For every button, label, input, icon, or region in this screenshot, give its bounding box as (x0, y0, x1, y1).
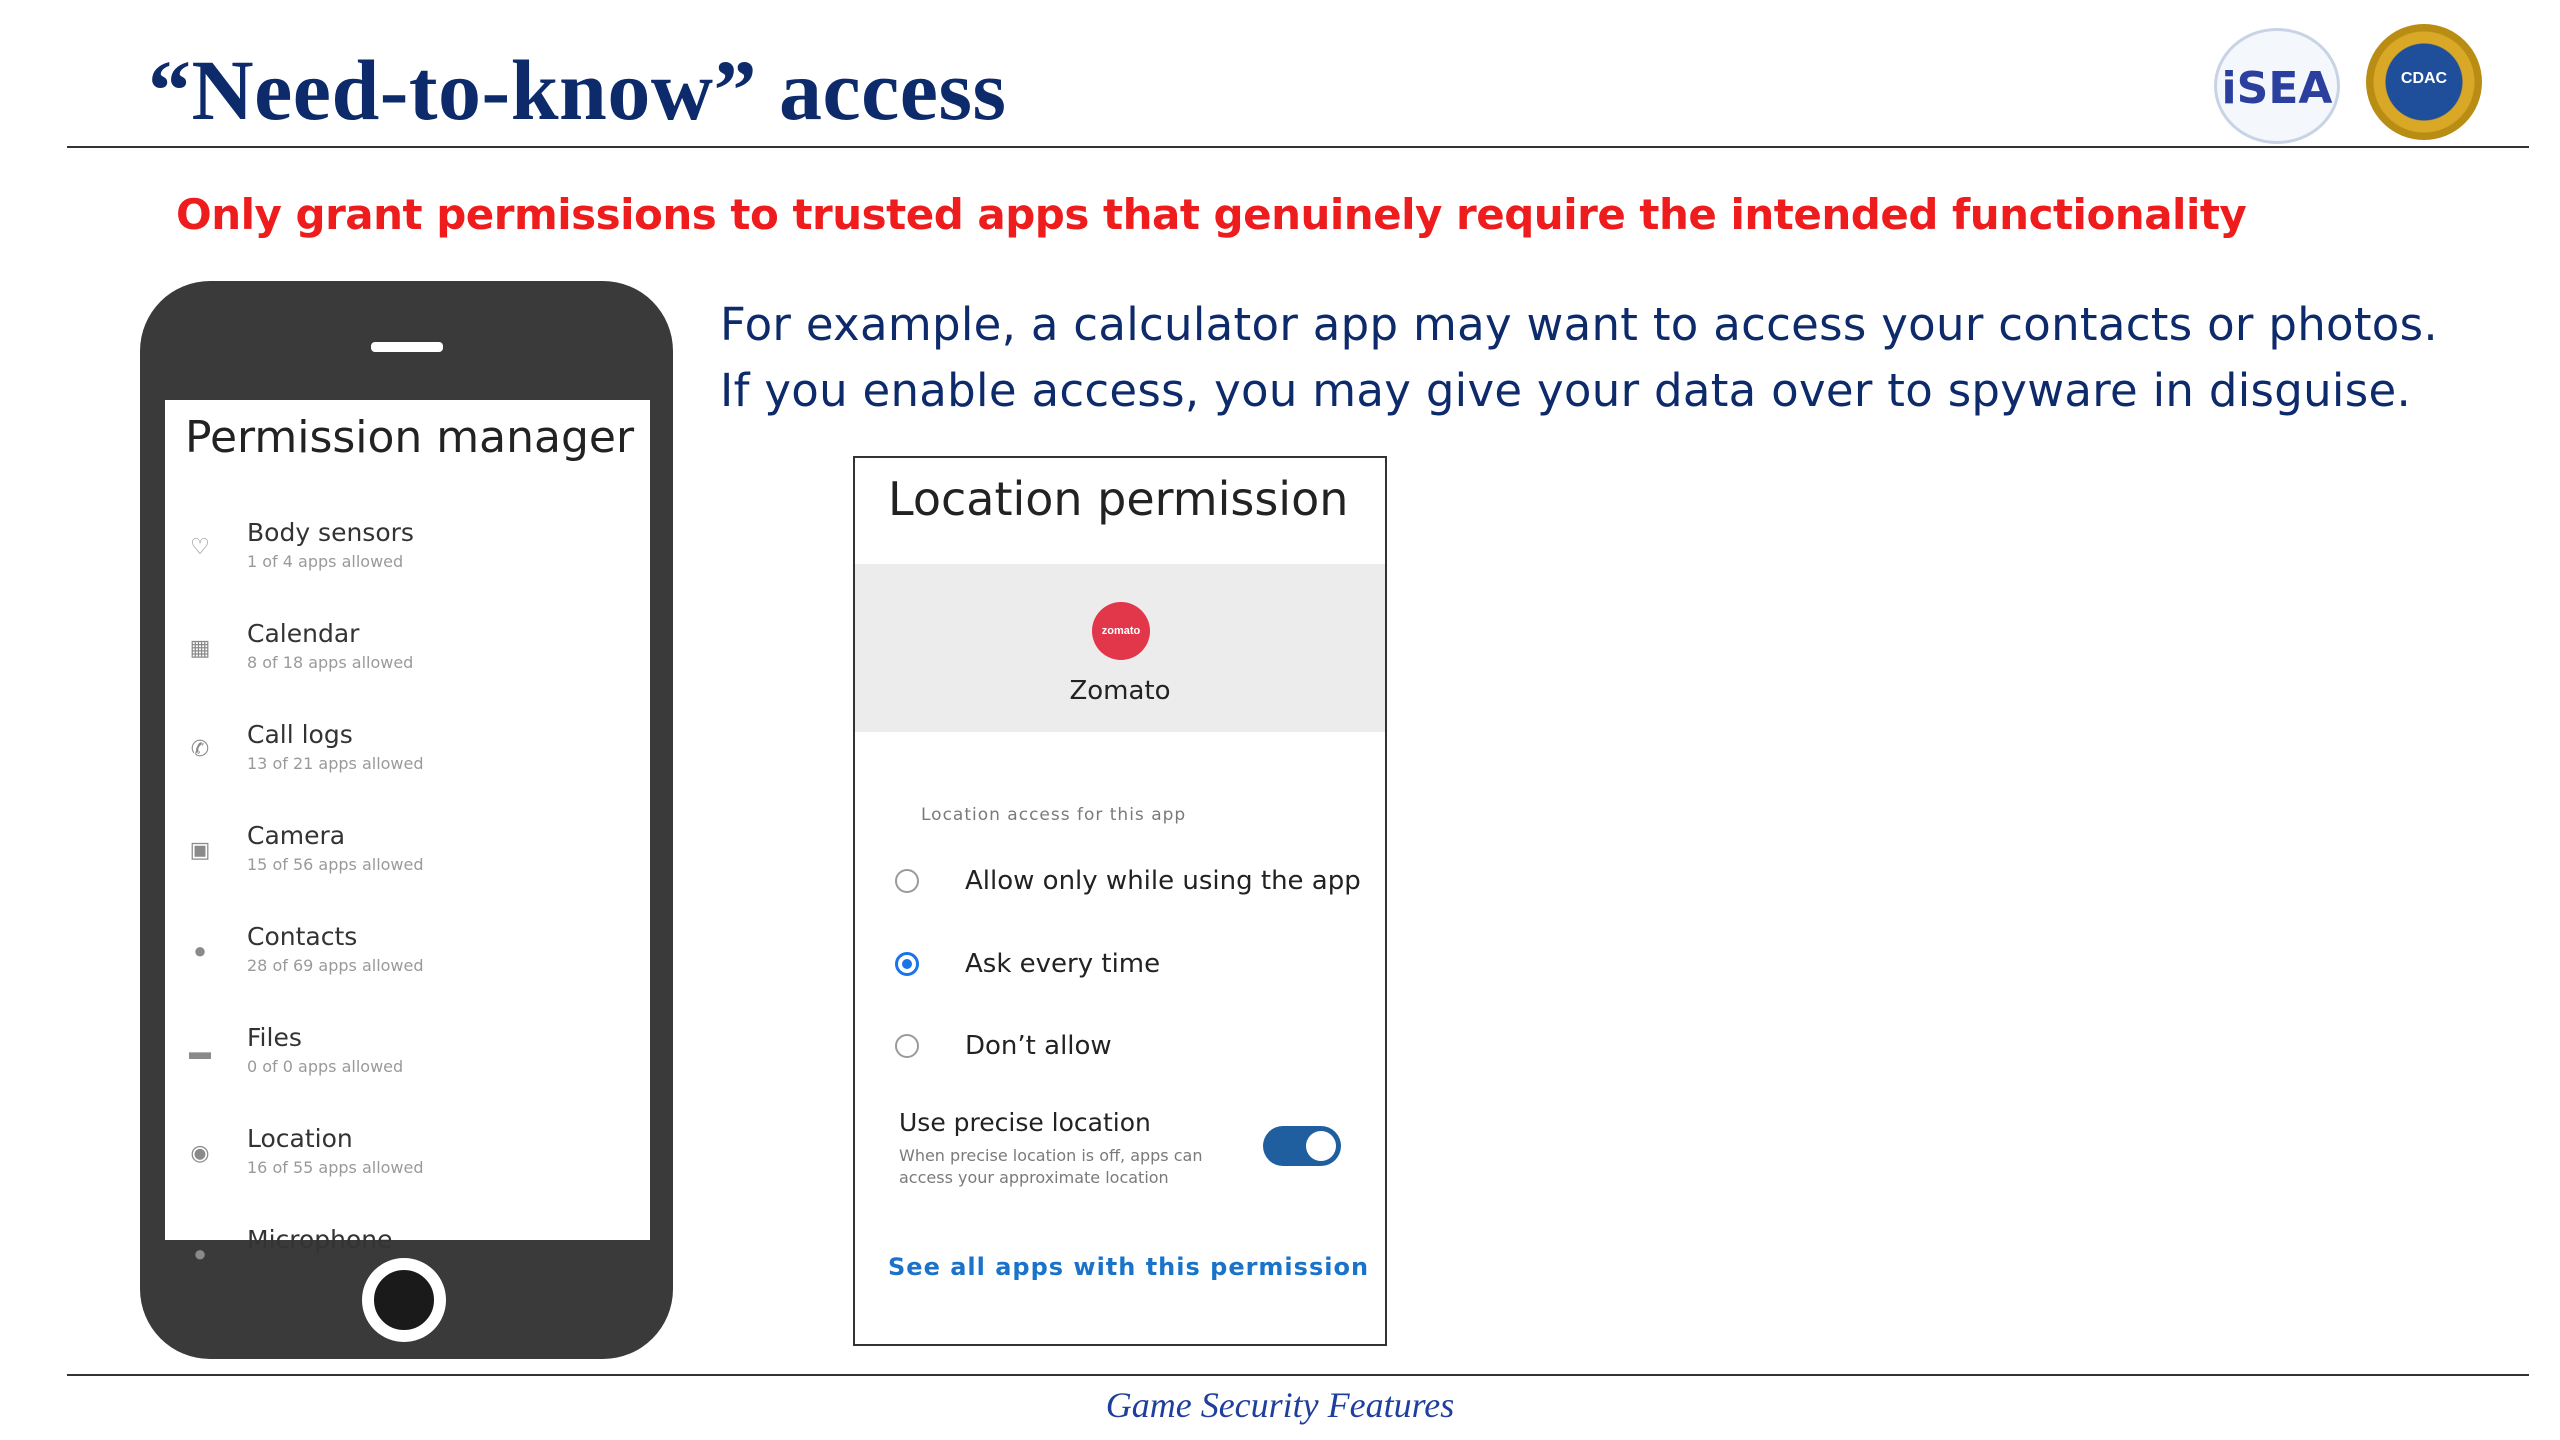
slide-title: “Need-to-know” access (148, 42, 1007, 138)
radio-button[interactable] (895, 1034, 919, 1058)
bottom-divider (67, 1374, 2529, 1376)
option-ask-every-time[interactable] (855, 941, 1385, 991)
perm-item-sub: 8 of 18 apps allowed (247, 653, 414, 672)
perm-item-contacts[interactable] (165, 922, 650, 1022)
isea-logo (2214, 28, 2340, 144)
radio-label: Allow only while using the app (965, 866, 1361, 896)
phone-icon: ✆ (190, 736, 210, 761)
perm-item-sub: 16 of 55 apps allowed (247, 1158, 424, 1177)
perm-item-name: Contacts (247, 922, 358, 951)
person-icon: ● (193, 938, 207, 963)
perm-item-name: Location (247, 1124, 353, 1153)
perm-item-name: Files (247, 1023, 302, 1052)
app-name: Zomato (1069, 676, 1171, 706)
example-text (720, 292, 2438, 424)
radio-button[interactable] (895, 869, 919, 893)
calendar-icon: ▦ (189, 635, 211, 660)
location-permission-panel (853, 456, 1387, 1346)
home-button[interactable] (362, 1258, 446, 1342)
cdac-logo (2366, 24, 2482, 140)
perm-item-sub: 1 of 4 apps allowed (247, 552, 404, 571)
app-header (855, 564, 1385, 732)
isea-logo-text: iSEA (2221, 63, 2333, 114)
perm-item-name: Call logs (247, 720, 353, 749)
see-all-apps-link[interactable]: See all apps with this permission (888, 1253, 1370, 1281)
radio-button-selected[interactable] (895, 952, 919, 976)
microphone-icon: ● (193, 1241, 207, 1266)
radio-label: Ask every time (965, 949, 1161, 979)
cdac-logo-text: CDAC (2400, 70, 2448, 87)
precise-location-toggle[interactable] (1263, 1126, 1341, 1166)
perm-item-name: Camera (247, 821, 346, 850)
toggle-knob (1306, 1131, 1336, 1161)
phone-speaker (371, 342, 443, 352)
perm-item-calendar[interactable] (165, 619, 650, 719)
perm-item-body-sensors[interactable] (165, 518, 650, 618)
perm-item-sub: 28 of 69 apps allowed (247, 956, 424, 975)
zomato-app-icon: zomato (1092, 602, 1150, 660)
folder-icon: ▬ (189, 1039, 211, 1064)
permission-manager-screen (165, 400, 650, 1266)
option-allow-while-using[interactable] (855, 858, 1385, 908)
camera-icon: ▣ (189, 837, 211, 862)
precise-location-description: When precise location is off, apps can access your approximate location (899, 1146, 1203, 1187)
example-line-2: If you enable access, you may give your data over to spyware in disguise. (720, 364, 2412, 417)
perm-item-name: Body sensors (247, 518, 414, 547)
perm-item-call-logs[interactable] (165, 720, 650, 820)
phone-mockup (140, 281, 673, 1359)
top-divider (67, 146, 2529, 148)
perm-item-location[interactable] (165, 1124, 650, 1224)
perm-item-sub: 15 of 56 apps allowed (247, 855, 424, 874)
perm-item-name: Calendar (247, 619, 360, 648)
perm-item-name: Microphone (247, 1225, 393, 1254)
location-access-label: Location access for this app (921, 805, 1187, 825)
footer-text: Game Security Features (1105, 1385, 1455, 1425)
perm-item-files[interactable] (165, 1023, 650, 1123)
location-permission-title: Location permission (888, 472, 1349, 526)
perm-item-camera[interactable] (165, 821, 650, 921)
radio-label: Don’t allow (965, 1031, 1112, 1061)
example-line-1: For example, a calculator app may want to access your contacts or photos. (720, 298, 2438, 351)
heart-icon: ♡ (190, 534, 210, 559)
permission-manager-title: Permission manager (185, 412, 635, 463)
location-pin-icon: ◉ (190, 1140, 210, 1165)
perm-item-sub: 13 of 21 apps allowed (247, 754, 424, 773)
option-dont-allow[interactable] (855, 1023, 1385, 1073)
precise-location-title: Use precise location (899, 1108, 1151, 1137)
warning-text: Only grant permissions to trusted apps that genuinely require the intended functionality (176, 190, 2247, 239)
perm-item-sub: 0 of 0 apps allowed (247, 1057, 404, 1076)
